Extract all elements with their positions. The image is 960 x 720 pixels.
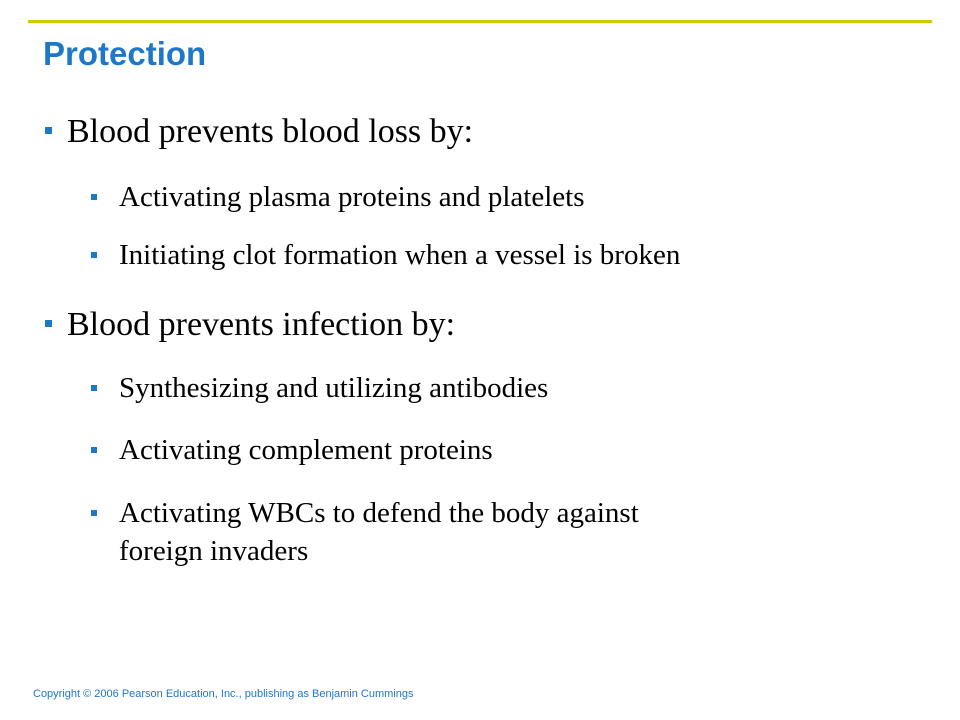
slide-title: Protection <box>43 35 207 72</box>
sub-bullet-text: Activating plasma proteins and platelets <box>119 181 585 213</box>
square-bullet-icon <box>91 447 97 453</box>
sub-bullet-text: Activating complement proteins <box>119 434 493 466</box>
sub-bullet-text: Synthesizing and utilizing antibodies <box>119 372 549 404</box>
bullet-blood-loss <box>45 112 473 152</box>
bullet-heading: Blood prevents blood loss by: <box>67 113 474 150</box>
square-bullet-icon <box>91 194 97 200</box>
square-bullet-icon <box>45 127 52 134</box>
sub-bullet-text: foreign invaders <box>119 535 309 567</box>
sub-bullet-text: Initiating clot formation when a vessel is broken <box>119 239 681 271</box>
bullet-heading: Blood prevents infection by: <box>67 306 456 343</box>
square-bullet-icon <box>45 320 52 327</box>
sub-bullet-text: Activating WBCs to defend the body against <box>119 497 639 529</box>
copyright-footer: Copyright © 2006 Pearson Education, Inc., publishing as Benjamin Cummings <box>33 688 414 700</box>
sub-bullet <box>91 373 548 404</box>
sub-bullet <box>91 498 639 529</box>
square-bullet-icon <box>91 385 97 391</box>
sub-bullet <box>91 182 585 213</box>
sub-bullet <box>91 435 493 466</box>
bullet-infection <box>45 305 455 345</box>
sub-bullet-continuation <box>91 536 308 567</box>
sub-bullet <box>91 240 680 271</box>
top-rule <box>28 20 932 23</box>
square-bullet-icon <box>91 252 97 258</box>
square-bullet-icon <box>91 510 97 516</box>
